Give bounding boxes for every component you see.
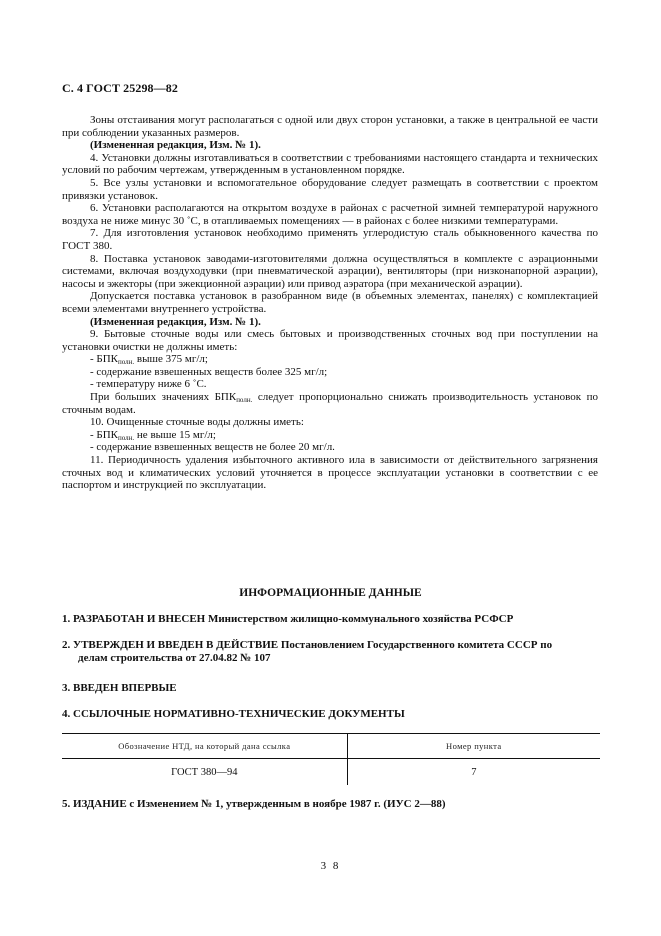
column-header-document: Обозначение НТД, на который дана ссылка — [62, 734, 347, 759]
list-item: - содержание взвешенных веществ не более 20 мг/л. — [90, 441, 335, 454]
column-header-clause: Номер пункта — [347, 734, 600, 759]
paragraph: 7. Для изготовления установок необходимо применять углеродистую сталь обыкновенного качества по ГОСТ 380. — [62, 227, 598, 252]
text-part: - БПК — [90, 353, 119, 366]
page-header: С. 4 ГОСТ 25298—82 — [62, 81, 178, 95]
list-item — [62, 429, 598, 442]
revision-note: (Измененная редакция, Изм. № 1). — [90, 139, 261, 152]
paragraph: Зоны отстаивания могут располагаться с одной или двух сторон установки, а также в центральной ее части при соблюдении указанных размеров. — [62, 114, 598, 139]
cell-document: ГОСТ 380—94 — [62, 759, 347, 786]
cell-clause: 7 — [471, 766, 477, 778]
paragraph: 10. Очищенные сточные воды должны иметь: — [90, 416, 304, 429]
text-part: не выше 15 мг/л; — [134, 428, 216, 441]
references-table — [62, 733, 600, 785]
list-item: - содержание взвешенных веществ более 325 мг/л; — [90, 365, 328, 378]
info-item-1: 1. РАЗРАБОТАН И ВНЕСЕН Министерством жилищно-коммунального хозяйства РСФСР — [62, 613, 514, 625]
list-item — [62, 353, 598, 366]
paragraph: 11. Периодичность удаления избыточного активного ила в зависимости от действительного загрязнения сточных вод и климатических условий уточняется в процессе эксплуатации установки в соответствии с ее паспортом и инструкцией по эксплуатации. — [62, 454, 598, 492]
subscript: полн. — [236, 396, 253, 405]
info-item-2 — [62, 639, 600, 665]
info-item-2-line1: 2. УТВЕРЖДЕН И ВВЕДЕН В ДЕЙСТВИЕ Постановлением Государственного комитета СССР по — [62, 639, 553, 651]
info-item-4: 4. ССЫЛОЧНЫЕ НОРМАТИВНО-ТЕХНИЧЕСКИЕ ДОКУМЕНТЫ — [62, 708, 405, 720]
subscript: полн. — [118, 358, 135, 367]
table-row — [62, 759, 600, 786]
subscript: полн. — [118, 433, 135, 442]
document-body — [62, 114, 598, 492]
paragraph: 6. Установки располагаются на открытом воздухе в районах с расчетной зимней температурой наружного воздуха не ниже минус 30 ˚С, в отапливаемых помещениях — в районах с более низкими температурами. — [62, 202, 598, 227]
revision-note: (Измененная редакция, Изм. № 1). — [90, 315, 261, 328]
info-item-5: 5. ИЗДАНИЕ с Изменением № 1, утвержденным в ноябре 1987 г. (ИУС 2—88) — [62, 798, 446, 810]
paragraph: Допускается поставка установок в разобранном виде (в объемных элементах, панелях) с комплектацией всеми элементами внутреннего устройства. — [62, 290, 598, 315]
section-title: ИНФОРМАЦИОННЫЕ ДАННЫЕ — [239, 587, 422, 599]
page-number: 3 8 — [320, 860, 341, 872]
text-part: - БПК — [90, 428, 119, 441]
paragraph: 5. Все узлы установки и вспомогательное оборудование следует размещать в соответствии с проектом привязки установок. — [62, 176, 598, 202]
text-part: При больших значениях БПК — [90, 391, 237, 404]
paragraph: 9. Бытовые сточные воды или смесь бытовых и производственных сточных вод при поступлении на установки очистки не должны иметь: — [62, 328, 598, 353]
info-item-2-line2: делам строительства от 27.04.82 № 107 — [78, 652, 271, 664]
list-item: - температуру ниже 6 ˚С. — [90, 378, 207, 391]
text-part: выше 375 мг/л; — [134, 353, 208, 366]
info-item-3: 3. ВВЕДЕН ВПЕРВЫЕ — [62, 682, 177, 694]
paragraph: 4. Установки должны изготавливаться в соответствии с требованиями настоящего стандарта и технических условий по рабочим чертежам, утвержденным в установленном порядке. — [62, 151, 598, 177]
paragraph: 8. Поставка установок заводами-изготовителями должна осуществляться в комплекте с аэрационными системами, включая воздуходувки (при пневматической аэрации), вентиляторы (при низконапорной аэрации), насосы и эжекторы (при эжекционной аэрации) или привод аэратора (при механической аэрации). — [62, 252, 598, 290]
text-part: следует пропорционально снижать производительность установок по сточным водам. — [62, 391, 599, 416]
paragraph — [62, 391, 598, 416]
